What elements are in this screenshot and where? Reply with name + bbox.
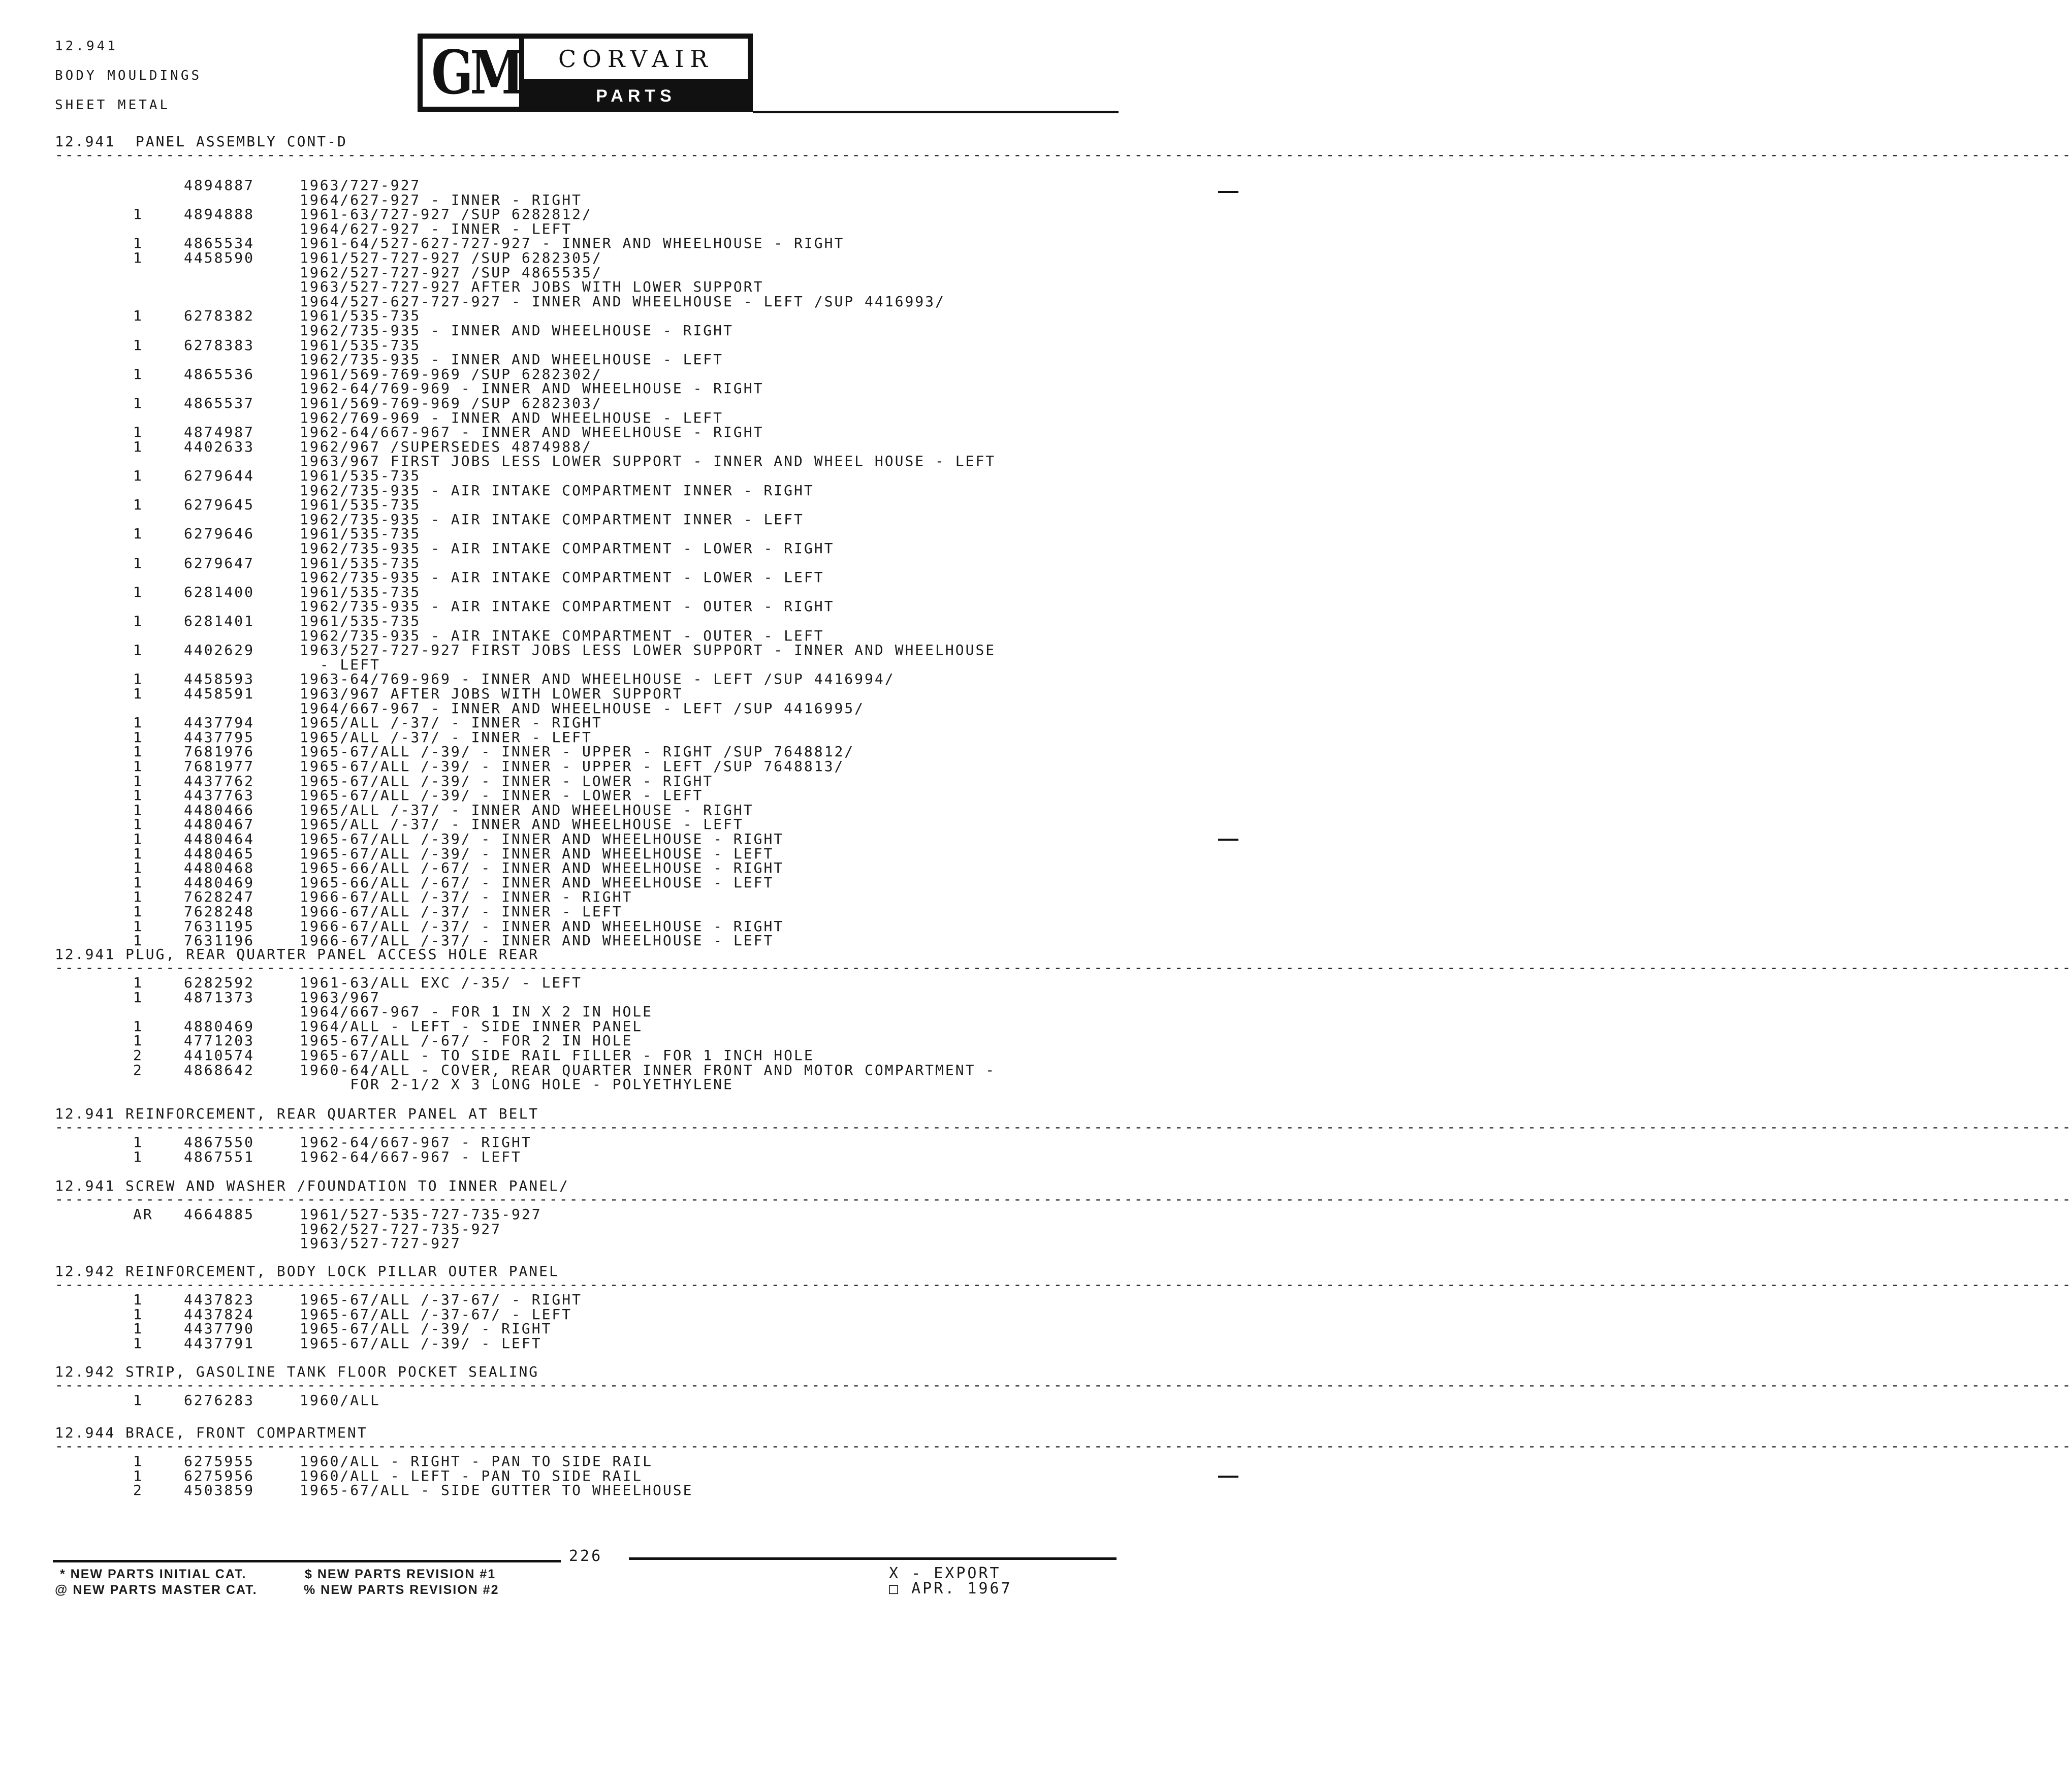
description-cell: 1964/667-967 - FOR 1 IN X 2 IN HOLE bbox=[300, 1003, 653, 1020]
gm-logo-text: GM bbox=[431, 37, 521, 108]
part-number-cell: 4437762 bbox=[184, 772, 255, 789]
description-cell: 1962/735-935 - AIR INTAKE COMPARTMENT - OUTER - LEFT bbox=[300, 627, 824, 644]
part-number-cell: 6275955 bbox=[184, 1453, 255, 1470]
description-cell: 1962-64/667-967 - LEFT bbox=[300, 1148, 522, 1165]
section-underline: -------------------------------------------------------------------------------------------------------------------------------------------------------------------------------------------------------- bbox=[55, 1119, 2072, 1135]
description-cell: 1962/735-935 - INNER AND WHEELHOUSE - LEFT bbox=[300, 351, 724, 368]
description-cell: 1965/ALL /-37/ - INNER - RIGHT bbox=[300, 714, 602, 731]
quantity-cell: 1 bbox=[133, 772, 143, 789]
quantity-cell: 1 bbox=[133, 249, 143, 266]
part-number-cell: 4503859 bbox=[184, 1482, 255, 1499]
quantity-cell: 1 bbox=[133, 438, 143, 455]
group-title: BODY MOULDINGS bbox=[55, 68, 202, 83]
part-number-cell: 7681977 bbox=[184, 758, 255, 775]
quantity-cell: 1 bbox=[133, 845, 143, 862]
part-number-cell: 4480465 bbox=[184, 845, 255, 862]
quantity-cell: 1 bbox=[133, 670, 143, 688]
description-cell: 1966-67/ALL /-37/ - INNER - RIGHT bbox=[300, 888, 633, 906]
description-cell: 1962-64/769-969 - INNER AND WHEELHOUSE - RIGHT bbox=[300, 380, 764, 397]
quantity-cell: 1 bbox=[133, 1467, 143, 1484]
quantity-cell: 1 bbox=[133, 424, 143, 441]
description-cell: 1964/667-967 - INNER AND WHEELHOUSE - LEFT /SUP 4416995/ bbox=[300, 699, 865, 717]
margin-mark bbox=[1218, 191, 1238, 193]
description-cell: 1960-64/ALL - COVER, REAR QUARTER INNER FRONT AND MOTOR COMPARTMENT - bbox=[300, 1061, 996, 1078]
description-cell: 1961-64/527-627-727-927 - INNER AND WHEELHOUSE - RIGHT bbox=[300, 235, 845, 252]
part-number-cell: 4458590 bbox=[184, 249, 255, 266]
legend-date: □ APR. 1967 bbox=[889, 1580, 1012, 1598]
description-cell: 1965-67/ALL /-39/ - LEFT bbox=[300, 1334, 542, 1352]
part-number-cell: 6279647 bbox=[184, 554, 255, 571]
quantity-cell: 1 bbox=[133, 467, 143, 484]
quantity-cell: 1 bbox=[133, 206, 143, 223]
description-cell: 1965-67/ALL - SIDE GUTTER TO WHEELHOUSE bbox=[300, 1482, 693, 1499]
section-title: 12.942 REINFORCEMENT, BODY LOCK PILLAR OUTER PANEL bbox=[55, 1263, 559, 1280]
part-number-cell: 4437763 bbox=[184, 787, 255, 804]
part-number-cell: 7631196 bbox=[184, 932, 255, 949]
legend-revision-1: $ NEW PARTS REVISION #1 bbox=[305, 1567, 496, 1581]
description-cell: 1962/527-727-927 /SUP 4865535/ bbox=[300, 264, 602, 281]
part-number-cell: 4402633 bbox=[184, 438, 255, 455]
quantity-cell: 1 bbox=[133, 365, 143, 382]
header-rule bbox=[753, 111, 1119, 113]
quantity-cell: 1 bbox=[133, 395, 143, 411]
quantity-cell: 1 bbox=[133, 974, 143, 991]
description-cell: 1963/527-727-927 FIRST JOBS LESS LOWER SUPPORT - INNER AND WHEELHOUSE bbox=[300, 642, 996, 659]
part-number-cell: 4865536 bbox=[184, 365, 255, 382]
part-number-cell: 4771203 bbox=[184, 1032, 255, 1049]
description-cell: 1964/ALL - LEFT - SIDE INNER PANEL bbox=[300, 1017, 643, 1035]
section-underline: -------------------------------------------------------------------------------------------------------------------------------------------------------------------------------------------------------- bbox=[55, 1377, 2072, 1393]
description-cell: 1960/ALL - RIGHT - PAN TO SIDE RAIL bbox=[300, 1453, 653, 1470]
description-cell: 1966-67/ALL /-37/ - INNER - LEFT bbox=[300, 903, 623, 920]
description-cell: 1961/535-735 bbox=[300, 554, 421, 571]
part-number-cell: 7681976 bbox=[184, 743, 255, 760]
quantity-cell: 1 bbox=[133, 613, 143, 629]
part-number-cell: 4871373 bbox=[184, 988, 255, 1006]
part-number-cell: 4480469 bbox=[184, 874, 255, 891]
description-cell: 1965-67/ALL /-39/ - INNER AND WHEELHOUSE - LEFT bbox=[300, 845, 774, 862]
description-cell: 1965/ALL /-37/ - INNER - LEFT bbox=[300, 728, 592, 746]
quantity-cell: 1 bbox=[133, 1148, 143, 1165]
part-number-cell: 4458591 bbox=[184, 685, 255, 702]
subgroup-title: SHEET METAL bbox=[55, 98, 171, 113]
quantity-cell: 1 bbox=[133, 1134, 143, 1151]
description-cell: 1965-67/ALL /-37-67/ - RIGHT bbox=[300, 1291, 583, 1308]
legend-master-cat: @ NEW PARTS MASTER CAT. bbox=[55, 1583, 258, 1597]
description-cell: 1965-66/ALL /-67/ - INNER AND WHEELHOUSE - RIGHT bbox=[300, 859, 784, 877]
legend-initial-cat: * NEW PARTS INITIAL CAT. bbox=[60, 1567, 247, 1581]
description-cell: 1966-67/ALL /-37/ - INNER AND WHEELHOUSE - RIGHT bbox=[300, 917, 784, 935]
quantity-cell: 1 bbox=[133, 525, 143, 542]
quantity-cell: 1 bbox=[133, 917, 143, 935]
quantity-cell: 1 bbox=[133, 496, 143, 514]
section-underline: -------------------------------------------------------------------------------------------------------------------------------------------------------------------------------------------------------- bbox=[55, 1191, 2072, 1207]
description-cell: 1965-67/ALL /-37-67/ - LEFT bbox=[300, 1305, 572, 1323]
quantity-cell: 2 bbox=[133, 1061, 143, 1078]
part-number-cell: 4880469 bbox=[184, 1017, 255, 1035]
description-cell: 1962/735-935 - AIR INTAKE COMPARTMENT INNER - RIGHT bbox=[300, 482, 814, 499]
part-number-cell: 4437823 bbox=[184, 1291, 255, 1308]
description-cell: 1961-63/727-927 /SUP 6282812/ bbox=[300, 206, 592, 223]
quantity-cell: 1 bbox=[133, 714, 143, 731]
part-number-cell: 7628248 bbox=[184, 903, 255, 920]
description-cell: 1965-67/ALL /-39/ - INNER - LOWER - RIGHT bbox=[300, 772, 714, 789]
quantity-cell: 1 bbox=[133, 831, 143, 847]
description-cell: 1963/967 AFTER JOBS WITH LOWER SUPPORT bbox=[300, 685, 683, 702]
part-number-cell: 6279645 bbox=[184, 496, 255, 514]
description-cell: 1963/527-727-927 AFTER JOBS WITH LOWER SUPPORT bbox=[300, 278, 764, 296]
quantity-cell: 1 bbox=[133, 874, 143, 891]
quantity-cell: 1 bbox=[133, 1291, 143, 1308]
section-underline: -------------------------------------------------------------------------------------------------------------------------------------------------------------------------------------------------------- bbox=[55, 1276, 2072, 1293]
part-number-cell: 7628247 bbox=[184, 888, 255, 906]
part-number-cell: 6282592 bbox=[184, 974, 255, 991]
quantity-cell: 1 bbox=[133, 859, 143, 877]
quantity-cell: 1 bbox=[133, 816, 143, 833]
quantity-cell: 1 bbox=[133, 787, 143, 804]
description-cell: 1964/627-927 - INNER - LEFT bbox=[300, 220, 572, 237]
description-cell: 1965-67/ALL - TO SIDE RAIL FILLER - FOR 1 INCH HOLE bbox=[300, 1047, 814, 1064]
description-cell: 1961/535-735 bbox=[300, 467, 421, 484]
description-cell: 1962/735-935 - AIR INTAKE COMPARTMENT - OUTER - RIGHT bbox=[300, 598, 835, 615]
part-number-cell: 4410574 bbox=[184, 1047, 255, 1064]
part-number-cell: 6275956 bbox=[184, 1467, 255, 1484]
part-number-cell: 4402629 bbox=[184, 642, 255, 659]
legend-export: X - EXPORT bbox=[889, 1564, 1001, 1582]
corvair-box bbox=[524, 39, 748, 79]
quantity-cell: 1 bbox=[133, 307, 143, 325]
quantity-cell: 1 bbox=[133, 554, 143, 571]
part-number-cell: 4865537 bbox=[184, 395, 255, 411]
quantity-cell: 1 bbox=[133, 758, 143, 775]
description-cell: 1963/727-927 bbox=[300, 177, 421, 194]
quantity-cell: AR bbox=[133, 1206, 153, 1223]
description-cell: 1965/ALL /-37/ - INNER AND WHEELHOUSE - LEFT bbox=[300, 816, 744, 833]
section-title: 12.941 PLUG, REAR QUARTER PANEL ACCESS HOLE REAR bbox=[55, 946, 539, 963]
quantity-cell: 1 bbox=[133, 336, 143, 354]
part-number-cell: 4437824 bbox=[184, 1305, 255, 1323]
quantity-cell: 1 bbox=[133, 685, 143, 702]
description-cell: 1965-67/ALL /-39/ - INNER - UPPER - LEFT /SUP 7648813/ bbox=[300, 758, 845, 775]
section-underline: -------------------------------------------------------------------------------------------------------------------------------------------------------------------------------------------------------- bbox=[55, 1438, 2072, 1454]
section-underline: -------------------------------------------------------------------------------------------------------------------------------------------------------------------------------------------------------- bbox=[55, 959, 2072, 976]
part-number-cell: 4874987 bbox=[184, 424, 255, 441]
description-cell: 1962/967 /SUPERSEDES 4874988/ bbox=[300, 438, 592, 455]
page-header-text bbox=[55, 31, 202, 120]
description-cell: - LEFT bbox=[300, 656, 380, 673]
description-cell: 1961/535-735 bbox=[300, 583, 421, 600]
description-cell: 1961/527-727-927 /SUP 6282305/ bbox=[300, 249, 602, 266]
description-cell: 1962-64/667-967 - INNER AND WHEELHOUSE - RIGHT bbox=[300, 424, 764, 441]
part-number-cell: 6279644 bbox=[184, 467, 255, 484]
part-number-cell: 4480464 bbox=[184, 831, 255, 847]
quantity-cell: 2 bbox=[133, 1482, 143, 1499]
description-cell: 1961/527-535-727-735-927 bbox=[300, 1206, 542, 1223]
description-cell: 1962-64/667-967 - RIGHT bbox=[300, 1134, 532, 1151]
quantity-cell: 1 bbox=[133, 1453, 143, 1470]
description-cell: 1963/967 FIRST JOBS LESS LOWER SUPPORT - INNER AND WHEEL HOUSE - LEFT bbox=[300, 453, 996, 470]
quantity-cell: 1 bbox=[133, 932, 143, 949]
description-cell: 1961-63/ALL EXC /-35/ - LEFT bbox=[300, 974, 583, 991]
description-cell: 1962/735-935 - AIR INTAKE COMPARTMENT - LOWER - LEFT bbox=[300, 569, 824, 586]
part-number-cell: 4865534 bbox=[184, 235, 255, 252]
part-number-cell: 6279646 bbox=[184, 525, 255, 542]
quantity-cell: 1 bbox=[133, 642, 143, 659]
quantity-cell: 1 bbox=[133, 903, 143, 920]
description-cell: 1965-67/ALL /-67/ - FOR 2 IN HOLE bbox=[300, 1032, 633, 1049]
description-cell: 1960/ALL bbox=[300, 1392, 380, 1409]
part-number-cell: 4437794 bbox=[184, 714, 255, 731]
description-cell: 1963/967 bbox=[300, 988, 380, 1006]
quantity-cell: 1 bbox=[133, 728, 143, 746]
description-cell: FOR 2-1/2 X 3 LONG HOLE - POLYETHYLENE bbox=[300, 1076, 734, 1093]
quantity-cell: 1 bbox=[133, 1305, 143, 1323]
description-cell: 1965-67/ALL /-39/ - RIGHT bbox=[300, 1320, 552, 1337]
description-cell: 1960/ALL - LEFT - PAN TO SIDE RAIL bbox=[300, 1467, 643, 1484]
part-number-cell: 4437791 bbox=[184, 1334, 255, 1352]
corvair-title: CORVAIR bbox=[558, 45, 714, 73]
description-cell: 1965-67/ALL /-39/ - INNER AND WHEELHOUSE - RIGHT bbox=[300, 831, 784, 847]
description-cell: 1965/ALL /-37/ - INNER AND WHEELHOUSE - RIGHT bbox=[300, 801, 754, 818]
page-number: 226 bbox=[569, 1547, 603, 1565]
description-cell: 1961/535-735 bbox=[300, 496, 421, 514]
footer-rule-left bbox=[53, 1560, 561, 1562]
part-number-cell: 4867550 bbox=[184, 1134, 255, 1151]
quantity-cell: 1 bbox=[133, 1017, 143, 1035]
part-number-cell: 7631195 bbox=[184, 917, 255, 935]
section-title: 12.941 PANEL ASSEMBLY CONT-D bbox=[55, 133, 347, 150]
part-number-cell: 4480468 bbox=[184, 859, 255, 877]
part-number-cell: 6276283 bbox=[184, 1392, 255, 1409]
section-underline: -------------------------------------------------------------------------------------------------------------------------------------------------------------------------------------------------------- bbox=[55, 146, 2072, 163]
description-cell: 1966-67/ALL /-37/ - INNER AND WHEELHOUSE - LEFT bbox=[300, 932, 774, 949]
part-number-cell: 6281401 bbox=[184, 613, 255, 629]
description-cell: 1962/769-969 - INNER AND WHEELHOUSE - LEFT bbox=[300, 409, 724, 426]
gm-logo-box bbox=[423, 39, 519, 107]
part-number-cell: 4437790 bbox=[184, 1320, 255, 1337]
description-cell: 1962/735-935 - AIR INTAKE COMPARTMENT - LOWER - RIGHT bbox=[300, 540, 835, 557]
description-cell: 1962/527-727-735-927 bbox=[300, 1220, 502, 1237]
quantity-cell: 1 bbox=[133, 988, 143, 1006]
quantity-cell: 1 bbox=[133, 1032, 143, 1049]
description-cell: 1962/735-935 - INNER AND WHEELHOUSE - RIGHT bbox=[300, 322, 734, 339]
part-number-cell: 4458593 bbox=[184, 670, 255, 688]
margin-mark bbox=[1218, 1476, 1238, 1478]
description-cell: 1963/527-727-927 bbox=[300, 1235, 461, 1252]
part-number-cell: 4894887 bbox=[184, 177, 255, 194]
part-number-cell: 6281400 bbox=[184, 583, 255, 600]
part-number-cell: 4437795 bbox=[184, 728, 255, 746]
description-cell: 1961/535-735 bbox=[300, 307, 421, 325]
description-cell: 1961/535-735 bbox=[300, 525, 421, 542]
description-cell: 1965-67/ALL /-39/ - INNER - UPPER - RIGHT /SUP 7648812/ bbox=[300, 743, 855, 760]
part-number-cell: 6278382 bbox=[184, 307, 255, 325]
part-number-cell: 4664885 bbox=[184, 1206, 255, 1223]
quantity-cell: 1 bbox=[133, 1334, 143, 1352]
section-number: 12.941 bbox=[55, 39, 118, 54]
legend-revision-2: % NEW PARTS REVISION #2 bbox=[304, 1583, 499, 1597]
quantity-cell: 1 bbox=[133, 235, 143, 252]
quantity-cell: 2 bbox=[133, 1047, 143, 1064]
parts-catalogue-title: PARTS CATALOGUE bbox=[562, 86, 710, 133]
description-cell: 1964/527-627-727-927 - INNER AND WHEELHOUSE - LEFT /SUP 4416993/ bbox=[300, 293, 945, 310]
section-title: 12.942 STRIP, GASOLINE TANK FLOOR POCKET SEALING bbox=[55, 1363, 539, 1380]
quantity-cell: 1 bbox=[133, 1320, 143, 1337]
part-number-cell: 4868642 bbox=[184, 1061, 255, 1078]
section-title: 12.944 BRACE, FRONT COMPARTMENT bbox=[55, 1424, 368, 1441]
description-cell: 1962/735-935 - AIR INTAKE COMPARTMENT INNER - LEFT bbox=[300, 510, 804, 528]
part-number-cell: 4480467 bbox=[184, 816, 255, 833]
section-title: 12.941 SCREW AND WASHER /FOUNDATION TO INNER PANEL/ bbox=[55, 1177, 569, 1194]
description-cell: 1961/535-735 bbox=[300, 336, 421, 354]
description-cell: 1964/627-927 - INNER - RIGHT bbox=[300, 191, 583, 208]
footer-rule-right bbox=[629, 1557, 1117, 1560]
description-cell: 1961/569-769-969 /SUP 6282302/ bbox=[300, 365, 602, 382]
gm-corvair-logo bbox=[418, 34, 753, 133]
quantity-cell: 1 bbox=[133, 583, 143, 600]
description-cell: 1965-67/ALL /-39/ - INNER - LOWER - LEFT bbox=[300, 787, 704, 804]
margin-mark bbox=[1218, 839, 1238, 841]
description-cell: 1961/535-735 bbox=[300, 613, 421, 629]
description-cell: 1963-64/769-969 - INNER AND WHEELHOUSE - LEFT /SUP 4416994/ bbox=[300, 670, 895, 688]
part-number-cell: 4480466 bbox=[184, 801, 255, 818]
quantity-cell: 1 bbox=[133, 743, 143, 760]
part-number-cell: 4867551 bbox=[184, 1148, 255, 1165]
description-cell: 1965-66/ALL /-67/ - INNER AND WHEELHOUSE - LEFT bbox=[300, 874, 774, 891]
quantity-cell: 1 bbox=[133, 801, 143, 818]
section-title: 12.941 REINFORCEMENT, REAR QUARTER PANEL AT BELT bbox=[55, 1105, 539, 1122]
part-number-cell: 6278383 bbox=[184, 336, 255, 354]
quantity-cell: 1 bbox=[133, 888, 143, 906]
description-cell: 1961/569-769-969 /SUP 6282303/ bbox=[300, 395, 602, 411]
part-number-cell: 4894888 bbox=[184, 206, 255, 223]
quantity-cell: 1 bbox=[133, 1392, 143, 1409]
